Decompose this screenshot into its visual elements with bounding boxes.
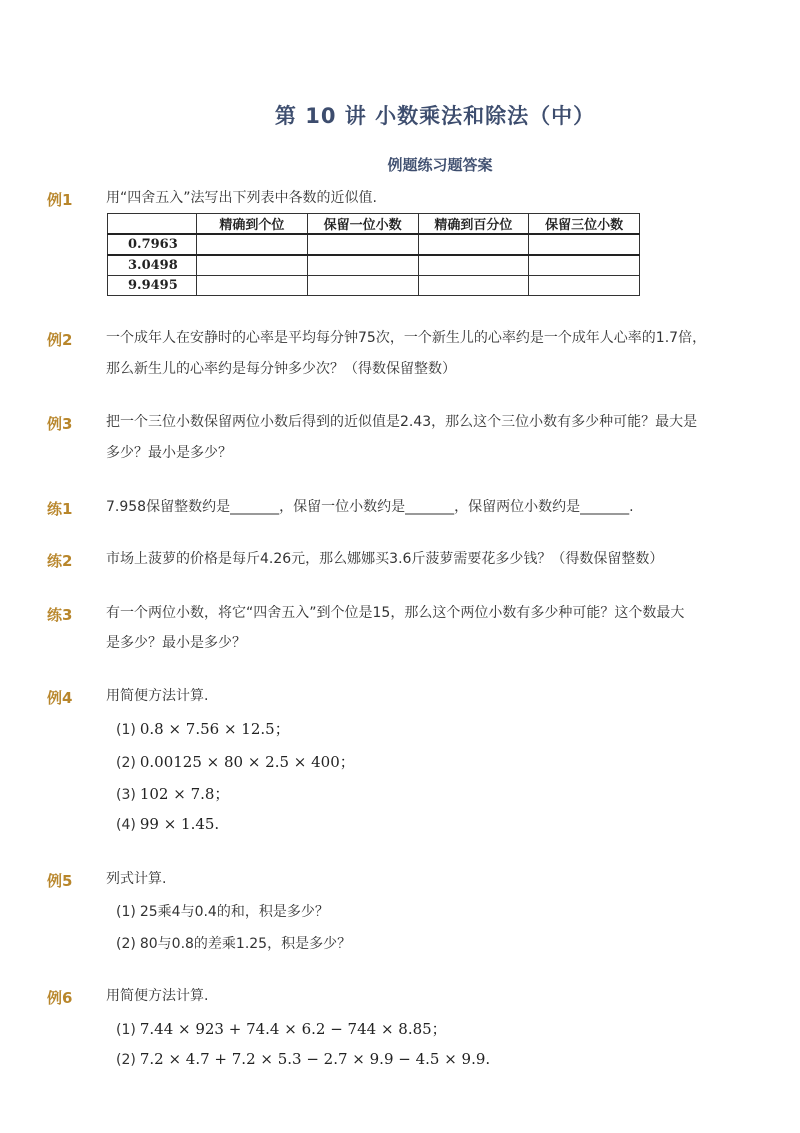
section-label-ex1: 例1 — [47, 191, 73, 209]
table-cell — [197, 234, 308, 255]
math-expression: 7.44 × 923 + 74.4 × 6.2 − 744 × 8.85； — [139, 1020, 447, 1038]
section-label-ex4: 例4 — [47, 689, 73, 707]
sub-item — [116, 783, 229, 804]
section-line: 那么新生儿的心率约是每分钟多少次？（得数保留整数） — [106, 361, 456, 377]
section-text-ex5: 列式计算. — [106, 871, 167, 887]
item-number: (1) — [116, 904, 136, 920]
table-row — [108, 234, 640, 255]
section-label-ex6: 例6 — [47, 989, 73, 1007]
item-number: (1) — [116, 722, 136, 738]
section-label-ex3: 例3 — [47, 415, 73, 433]
table-cell — [307, 255, 418, 276]
table-row-label: 3.0498 — [108, 255, 197, 276]
table-row-label: 9.9495 — [108, 276, 197, 296]
section-label-ex5: 例5 — [47, 872, 73, 890]
section-line: 是多少？最小是多少？ — [106, 635, 246, 651]
section-label-pr1: 练1 — [47, 500, 73, 518]
table-cell — [529, 255, 640, 276]
table-cell — [418, 276, 529, 296]
item-number: (1) — [116, 1022, 136, 1038]
item-number: (3) — [116, 787, 136, 803]
page-subtitle: 例题练习题答案 — [387, 156, 493, 174]
section-text-pr2: 市场上菠萝的价格是每斤4.26元，那么娜娜买3.6斤菠萝需要花多少钱？（得数保留整数） — [106, 551, 664, 567]
section-line: 一个成年人在安静时的心率是平均每分钟75次，一个新生儿的心率约是一个成年人心率的1.7倍， — [106, 330, 707, 346]
table-header: 精确到个位 — [197, 214, 308, 235]
section-text-ex6: 用简便方法计算. — [106, 988, 209, 1004]
section-line: 有一个两位小数，将它“四舍五入”到个位是15，那么这个两位小数有多少种可能？这个数最大 — [106, 605, 685, 621]
item-text: 25乘4与0.4的和，积是多少？ — [139, 904, 329, 920]
table-row — [108, 276, 640, 296]
table-cell — [418, 234, 529, 255]
table-cell — [418, 255, 529, 276]
table-cell — [307, 234, 418, 255]
section-label-pr3: 练3 — [47, 606, 73, 624]
section-line: 把一个三位小数保留两位小数后得到的近似值是2.43，那么这个三位小数有多少种可能？最大是 — [106, 414, 698, 430]
math-expression: 7.2 × 4.7 + 7.2 × 5.3 − 2.7 × 9.9 − 4.5 × 9.9. — [139, 1050, 491, 1068]
table-cell — [529, 276, 640, 296]
page-title: 第 10 讲 小数乘法和除法（中） — [274, 104, 596, 128]
rounding-table — [107, 213, 640, 296]
sub-item — [116, 815, 219, 833]
table-row — [108, 255, 640, 276]
section-label-ex2: 例2 — [47, 331, 73, 349]
item-number: (2) — [116, 755, 136, 771]
table-cell — [529, 234, 640, 255]
table-row-label: 0.7963 — [108, 234, 197, 255]
item-text: 80与0.8的差乘1.25，积是多少？ — [139, 936, 352, 952]
section-line: 多少？最小是多少？ — [106, 445, 232, 461]
table-cell — [197, 276, 308, 296]
math-expression: 0.00125 × 80 × 2.5 × 400； — [139, 753, 355, 771]
section-text-pr1: 7.958保留整数约是_______，保留一位小数约是_______，保留两位小数约是_______. — [106, 499, 634, 515]
table-header-row — [108, 214, 640, 235]
table-header: 精确到百分位 — [418, 214, 529, 235]
sub-item — [116, 933, 351, 953]
math-expression: 99 × 1.45. — [139, 815, 220, 833]
table-header: 保留一位小数 — [307, 214, 418, 235]
section-text-ex1: 用“四舍五入”法写出下列表中各数的近似值. — [106, 190, 377, 206]
sub-item — [116, 901, 329, 921]
sub-item — [116, 751, 355, 772]
math-expression: 102 × 7.8； — [139, 785, 230, 803]
sub-item — [116, 1050, 490, 1068]
sub-item — [116, 718, 290, 739]
item-number: (2) — [116, 1052, 136, 1068]
sub-item — [116, 1018, 447, 1039]
section-label-pr2: 练2 — [47, 552, 73, 570]
item-number: (2) — [116, 936, 136, 952]
math-expression: 0.8 × 7.56 × 12.5； — [139, 720, 290, 738]
table-header: 保留三位小数 — [529, 214, 640, 235]
table-cell — [197, 255, 308, 276]
section-text-ex4: 用简便方法计算. — [106, 688, 209, 704]
item-number: (4) — [116, 817, 136, 833]
table-header — [108, 214, 197, 235]
table-cell — [307, 276, 418, 296]
